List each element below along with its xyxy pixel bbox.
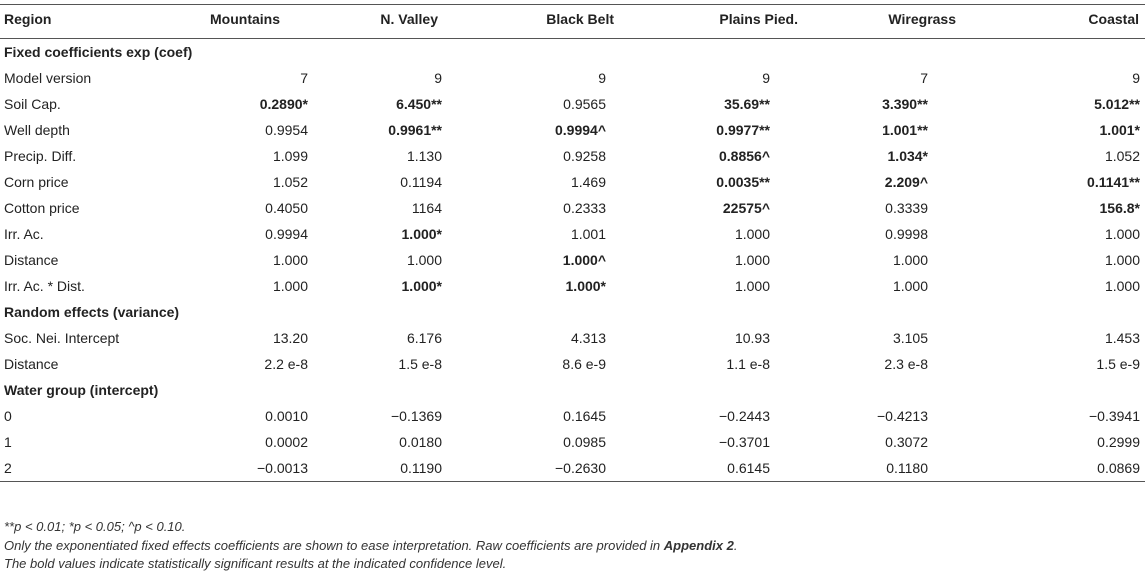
table-cell: 1.5 e-9 [1096, 356, 1140, 372]
row-label: Well depth [4, 122, 70, 138]
table-cell: 2.2 e-8 [264, 356, 308, 372]
table-row [0, 169, 1145, 195]
regression-table [0, 4, 1145, 482]
section-title: Fixed coefficients exp (coef) [4, 44, 193, 60]
section-row [0, 377, 1145, 403]
section-row [0, 39, 1145, 66]
table-cell: 1.000 [272, 278, 308, 294]
table-cell: 0.9961** [388, 122, 442, 138]
table-cell: 0.9954 [265, 122, 308, 138]
table-cell: 1.000* [565, 278, 606, 294]
row-label: Soc. Nei. Intercept [4, 330, 120, 346]
row-label: Soil Cap. [4, 96, 61, 112]
table-cell: −0.4213 [877, 408, 928, 424]
table-row [0, 195, 1145, 221]
table-cell: 1.000 [892, 278, 928, 294]
table-cell: 1.052 [272, 174, 308, 190]
header-region: Region [0, 5, 208, 39]
table-cell: −0.3701 [719, 434, 770, 450]
header-coastal: Coastal [1004, 5, 1145, 39]
table-cell: 0.4050 [265, 200, 308, 216]
table-cell: −0.2443 [719, 408, 770, 424]
table-cell: 1.000 [734, 226, 770, 242]
row-label: 1 [4, 434, 12, 450]
header-plains-pied: Plains Pied. [676, 5, 846, 39]
table-cell: 0.9994^ [555, 122, 606, 138]
table-cell: 0.0010 [265, 408, 308, 424]
row-label: Distance [4, 356, 59, 372]
table-row [0, 247, 1145, 273]
table-cell: 7 [300, 70, 308, 86]
table-cell: 1.1 e-8 [726, 356, 770, 372]
header-row [0, 5, 1145, 39]
table-cell: 3.390** [882, 96, 928, 112]
table-cell: 9 [1132, 70, 1140, 86]
table-cell: 9 [434, 70, 442, 86]
interpretation-note: Only the exponentiated fixed effects coefficients are shown to ease interpretation. Raw coefficients are provided in Appendix 2. [4, 537, 738, 553]
table-cell: 156.8* [1099, 200, 1140, 216]
table-cell: 0.1180 [846, 455, 1004, 482]
table-cell: 0.8856^ [719, 148, 770, 164]
table-cell: 1.5 e-8 [398, 356, 442, 372]
table-row [0, 117, 1145, 143]
table-cell: 0.1645 [563, 408, 606, 424]
table-cell: 1.000* [401, 278, 442, 294]
table-row [0, 273, 1145, 299]
table-cell: 7 [920, 70, 928, 86]
row-label: Irr. Ac. * Dist. [4, 278, 85, 294]
table-row [0, 325, 1145, 351]
table-cell: 1.000 [406, 252, 442, 268]
header-black-belt: Black Belt [522, 5, 676, 39]
bold-values-note: The bold values indicate statistically significant results at the indicated confidence level. [4, 556, 507, 571]
section-title: Random effects (variance) [4, 304, 180, 320]
table-cell: 1.000* [401, 226, 442, 242]
table-row [0, 455, 1145, 482]
table-cell: 8.6 e-9 [562, 356, 606, 372]
table-cell: −0.0013 [208, 455, 380, 482]
table-cell: 1.034* [887, 148, 928, 164]
table-cell: 0.3339 [885, 200, 928, 216]
table-cell: −0.3941 [1089, 408, 1140, 424]
section-row [0, 299, 1145, 325]
table-cell: 1.000 [734, 252, 770, 268]
table-cell: 1.000 [892, 252, 928, 268]
table-cell: 1.000 [1104, 252, 1140, 268]
table-cell: 6.176 [406, 330, 442, 346]
table-cell: −0.2630 [522, 455, 676, 482]
table-cell: 1.000^ [562, 252, 606, 268]
row-label: Cotton price [4, 200, 80, 216]
table-cell: 1.099 [272, 148, 308, 164]
table-cell: 1.001* [1099, 122, 1140, 138]
row-label: 2 [0, 455, 208, 482]
table-cell: 1.000 [1104, 226, 1140, 242]
table-cell: 1.001 [570, 226, 606, 242]
table-cell: 1.469 [570, 174, 606, 190]
table-cell: 1.453 [1104, 330, 1140, 346]
table-cell: 1.130 [406, 148, 442, 164]
table-notes [4, 518, 737, 574]
significance-note: **p < 0.01; *p < 0.05; ^p < 0.10. [4, 519, 186, 534]
table-cell: 0.2890* [259, 96, 308, 112]
appendix-link[interactable]: Appendix 2 [663, 537, 734, 553]
header-wiregrass: Wiregrass [846, 5, 1004, 39]
row-label: Distance [4, 252, 59, 268]
table-cell: 0.0985 [563, 434, 606, 450]
table-cell: 2.3 e-8 [884, 356, 928, 372]
table-cell: 9 [762, 70, 770, 86]
table-cell: 0.9977** [716, 122, 770, 138]
table-cell: 0.3072 [885, 434, 928, 450]
row-label: Model version [4, 70, 92, 86]
table-cell: 1.000 [1104, 278, 1140, 294]
table-cell: 1.000 [272, 252, 308, 268]
table-cell: 0.9998 [885, 226, 928, 242]
table-row [0, 351, 1145, 377]
table-cell: 0.2333 [563, 200, 606, 216]
row-label: Corn price [4, 174, 69, 190]
table-cell: 0.1141** [1087, 174, 1140, 190]
table-cell: 0.9565 [563, 96, 606, 112]
table-cell: 0.9994 [265, 226, 308, 242]
table-cell: 3.105 [892, 330, 928, 346]
header-n-valley: N. Valley [380, 5, 522, 39]
table-cell: 10.93 [734, 330, 770, 346]
table-cell: 1.001** [882, 122, 928, 138]
table-cell: 0.1190 [380, 455, 522, 482]
table-cell: 0.0002 [265, 434, 308, 450]
table-cell: 0.9258 [563, 148, 606, 164]
header-mountains: Mountains [208, 5, 380, 39]
table-cell: 1.000 [734, 278, 770, 294]
table-row [0, 429, 1145, 455]
table-row [0, 403, 1145, 429]
table-cell: 0.0869 [1004, 455, 1145, 482]
table-cell: 0.0035** [716, 174, 770, 190]
row-label: Precip. Diff. [4, 148, 77, 164]
table-cell: 0.6145 [676, 455, 846, 482]
section-title: Water group (intercept) [4, 382, 159, 398]
row-label: 0 [4, 408, 12, 424]
table-body [0, 39, 1145, 482]
table-cell: 1164 [411, 200, 442, 216]
table-row [0, 91, 1145, 117]
table-cell: 13.20 [272, 330, 308, 346]
table-cell: −0.1369 [391, 408, 442, 424]
table-cell: 22575^ [722, 200, 770, 216]
row-label: Irr. Ac. [4, 226, 44, 242]
table-cell: 6.450** [396, 96, 442, 112]
table-row [0, 65, 1145, 91]
table-cell: 4.313 [570, 330, 606, 346]
table-cell: 0.2999 [1097, 434, 1140, 450]
table-row [0, 143, 1145, 169]
table-cell: 2.209^ [884, 174, 928, 190]
table-cell: 35.69** [724, 96, 770, 112]
table-row [0, 221, 1145, 247]
table-cell: 0.0180 [399, 434, 442, 450]
table-cell: 5.012** [1094, 96, 1140, 112]
table-cell: 9 [598, 70, 606, 86]
table-cell: 0.1194 [400, 174, 442, 190]
table-cell: 1.052 [1104, 148, 1140, 164]
